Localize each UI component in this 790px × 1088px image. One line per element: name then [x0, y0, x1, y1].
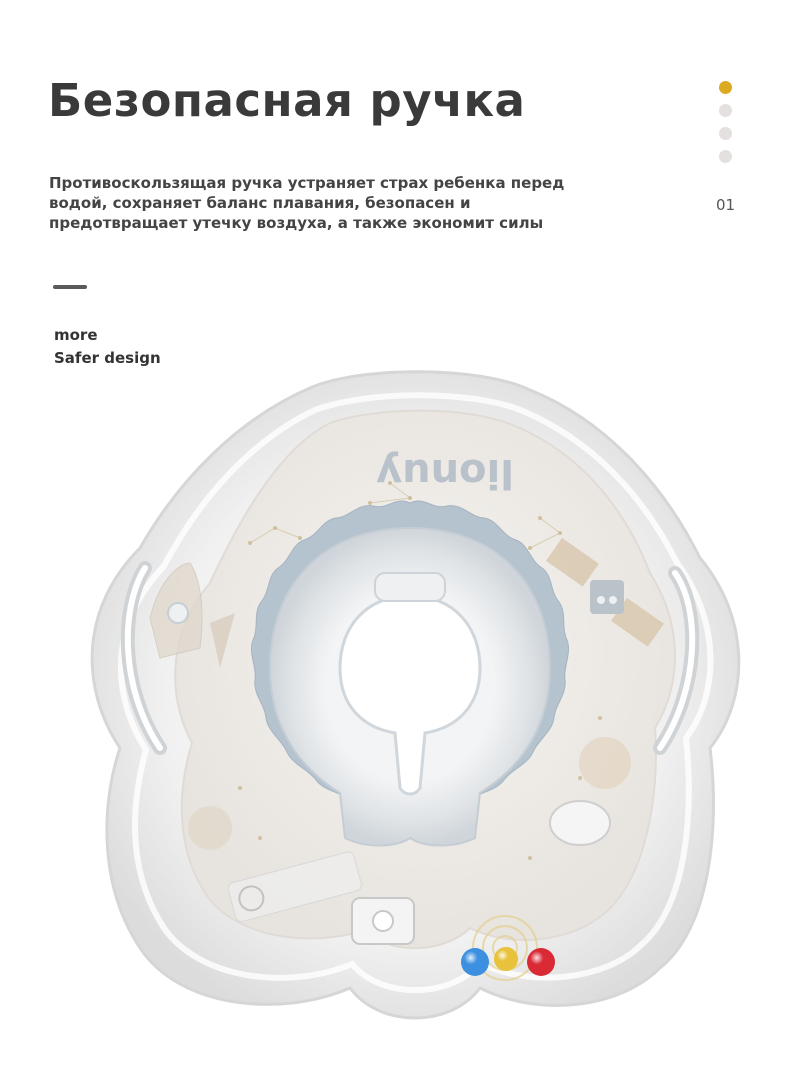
swim-neck-ring-image	[60, 368, 760, 1068]
page-number: 01	[716, 196, 736, 214]
pagination-dot-2[interactable]	[719, 104, 732, 117]
pagination-dot-4[interactable]	[719, 150, 732, 163]
subtitle-more: more	[54, 326, 98, 344]
subtitle-safer-design: Safer design	[54, 349, 161, 367]
page-title: Безопасная ручка	[48, 74, 526, 127]
pagination-dot-1[interactable]	[719, 81, 732, 94]
brand-logo-text: lionuy	[376, 450, 514, 496]
pagination-dot-3[interactable]	[719, 127, 732, 140]
divider-dash	[53, 285, 87, 289]
product-description: Противоскользящая ручка устраняет страх ребенка перед водой, сохраняет баланс плавания, безопасен и предотвращает утечку воздуха, а также экономит силы	[49, 174, 565, 232]
pagination-dots	[719, 81, 732, 173]
